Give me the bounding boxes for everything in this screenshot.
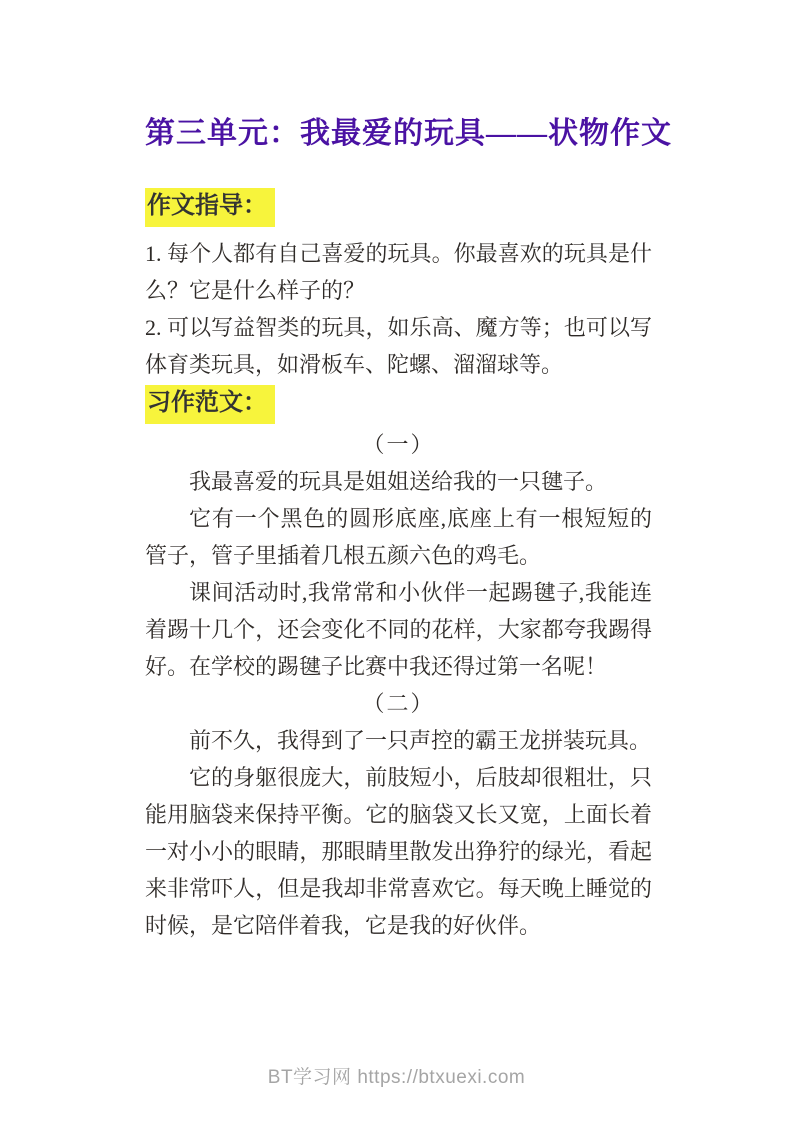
guide-item-2: 2. 可以写益智类的玩具，如乐高、魔方等；也可以写体育类玩具，如滑板车、陀螺、溜溜球等。 xyxy=(145,314,652,377)
guide-section-header xyxy=(145,188,652,227)
essay-1-paragraph: 课间活动时,我常常和小伙伴一起踢毽子,我能连着踢十几个，还会变化不同的花样，大家都夸我踢得好。在学校的踢毽子比赛中我还得过第一名呢！ xyxy=(145,579,652,679)
essay-1-paragraph: 它有一个黑色的圆形底座,底座上有一根短短的管子，管子里插着几根五颜六色的鸡毛。 xyxy=(145,505,652,568)
document-content xyxy=(145,112,672,944)
sample-section-header xyxy=(145,385,652,424)
essay-2-heading: （二） xyxy=(362,690,435,716)
page-title: 第三单元：我最爱的玩具——状物作文 xyxy=(145,117,672,150)
essay-2-paragraph: 前不久，我得到了一只声控的霸王龙拼装玩具。 xyxy=(189,727,652,753)
guide-item-1: 1. 每个人都有自己喜爱的玩具。你最喜欢的玩具是什么？它是什么样子的？ xyxy=(145,240,652,303)
guide-header-highlight: 作文指导： xyxy=(145,188,275,227)
essay-1-heading: （一） xyxy=(362,431,435,457)
essay-2-paragraph: 它的身躯很庞大，前肢短小，后肢却很粗壮，只能用脑袋来保持平衡。它的脑袋又长又宽，上面长着一对小小的眼睛，那眼睛里散发出狰狞的绿光，看起来非常吓人，但是我却非常喜欢它。每天晚上睡觉的时候，是它陪伴着我，它是我的好伙伴。 xyxy=(145,764,652,938)
essay-1-paragraph: 我最喜爱的玩具是姐姐送给我的一只毽子。 xyxy=(189,468,608,494)
watermark-footer: BT学习网 https://btxuexi.com xyxy=(267,1067,526,1088)
sample-header-highlight: 习作范文： xyxy=(145,385,275,424)
